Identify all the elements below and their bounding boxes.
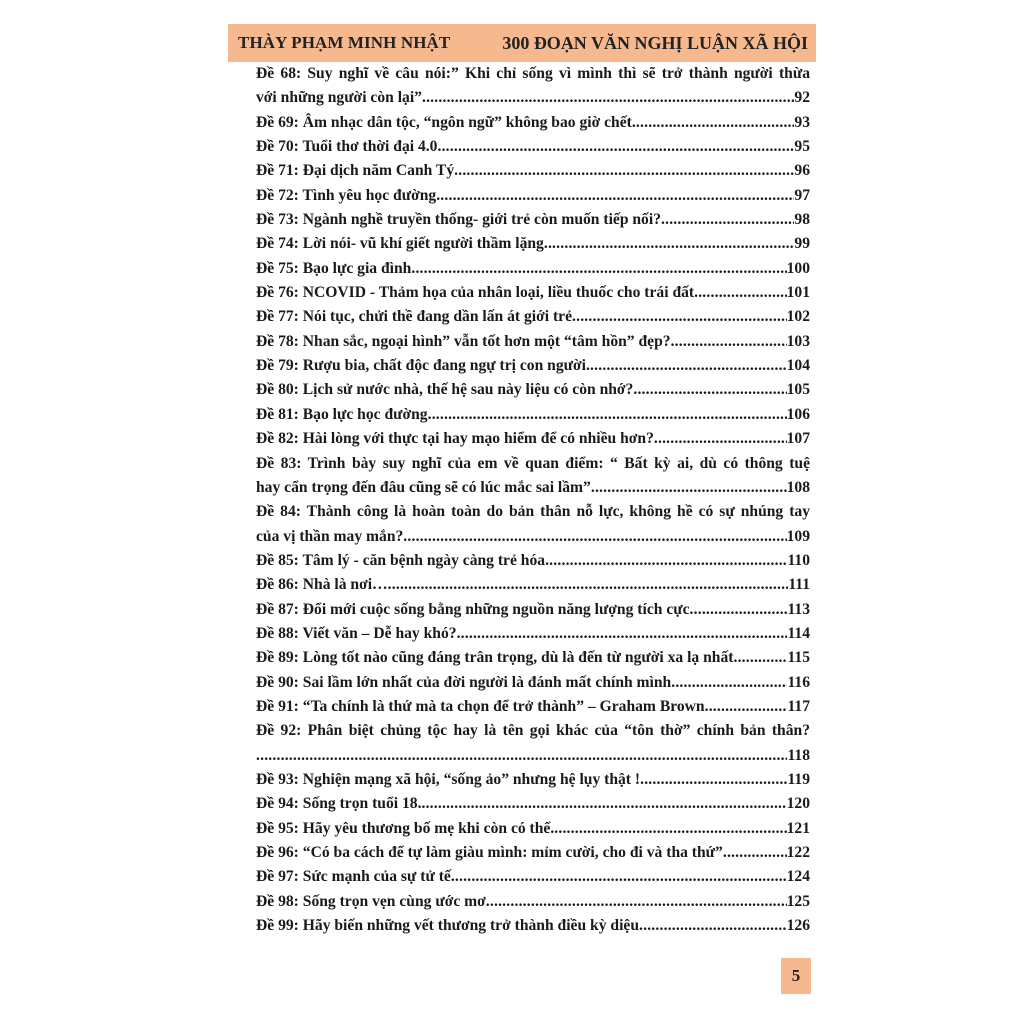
toc-entry: [256, 378, 810, 402]
toc-entry-title: Đề 76: NCOVID - Thảm họa của nhân loại, liều thuốc cho trái đất: [256, 284, 695, 302]
toc-entry-page: 113: [787, 600, 810, 618]
toc-entry-title-line1: Đề 84: Thành công là hoàn toàn do bản thân nỗ lực, không hề có sự nhúng tay: [256, 503, 810, 521]
toc-entry-page: 106: [786, 405, 810, 423]
dot-leader: [451, 865, 787, 889]
toc-entry-page: 97: [794, 186, 810, 204]
toc-entry-title: Đề 87: Đổi mới cuộc sống bằng những nguồn năng lượng tích cực: [256, 600, 690, 618]
toc-entry-title-line1: Đề 83: Trình bày suy nghĩ của em về quan điểm: “ Bất kỳ ai, dù có thông tuệ: [256, 454, 810, 472]
toc-entry-page: 120: [786, 795, 810, 813]
dot-leader: [437, 135, 794, 159]
dot-leader: [591, 476, 787, 500]
dot-leader: [388, 573, 789, 597]
toc-entry-page: 124: [786, 868, 810, 886]
toc-entry-title: Đề 99: Hãy biến những vết thương trở thành điều kỳ diệu: [256, 917, 640, 935]
toc-entry-title: Đề 75: Bạo lực gia đình: [256, 259, 412, 277]
dot-leader: [671, 671, 787, 695]
dot-leader: [422, 86, 794, 110]
toc-entry-title: Đề 81: Bạo lực học đường: [256, 405, 428, 423]
dot-leader: [639, 914, 787, 938]
toc-entry-title: Đề 72: Tình yêu học đường: [256, 186, 437, 204]
toc-entry: [256, 598, 810, 622]
toc-entry-title: Đề 94: Sống trọn tuổi 18.: [256, 795, 422, 813]
toc-entry-title: Đề 70: Tuổi thơ thời đại 4.0: [256, 138, 438, 156]
toc-entry-title: Đề 97: Sức mạnh của sự tử tế: [256, 868, 451, 886]
toc-entry-title: Đề 78: Nhan sắc, ngoại hình” vẫn tốt hơn một “tâm hồn” đẹp?: [256, 332, 671, 350]
dot-leader: [436, 184, 794, 208]
toc-entry-title-line1: Đề 92: Phân biệt chủng tộc hay là tên gọi khác của “tôn thờ” chính bản thân?: [256, 722, 810, 740]
toc-entry: [256, 695, 810, 719]
toc-entry-page: 95: [794, 138, 810, 156]
toc-entry-page: 102: [786, 308, 810, 326]
toc-entry: [256, 305, 810, 329]
toc-entry-title: Đề 90: Sai lầm lớn nhất của đời người là đánh mất chính mình: [256, 673, 672, 691]
toc-entry-title: Đề 74: Lời nói- vũ khí giết người thầm lặng: [256, 235, 544, 253]
dot-leader: [545, 549, 787, 573]
toc-entry-page: 93: [794, 113, 810, 131]
toc-entry-page: 98: [794, 211, 810, 229]
toc-entry: [256, 111, 810, 135]
toc-entry-title: Đề 82: Hài lòng với thực tại hay mạo hiểm để có nhiều hơn?: [256, 430, 654, 448]
dot-leader: [690, 598, 788, 622]
toc-entry-page: 108: [786, 478, 810, 496]
toc-entry-title: Đề 86: Nhà là nơi…: [256, 576, 388, 594]
toc-entry: [256, 719, 810, 768]
toc-entry: [256, 792, 810, 816]
toc-entry-page: 104: [786, 357, 810, 375]
toc-entry-title: Đề 91: “Ta chính là thứ mà ta chọn để trở thành” – Graham Brown: [256, 697, 705, 715]
toc-entry-page: 126: [786, 917, 810, 935]
dot-leader: [486, 890, 787, 914]
dot-leader: [661, 208, 794, 232]
toc-entry-title: với những người còn lại”: [256, 89, 422, 107]
toc-entry-page: 99: [794, 235, 810, 253]
dot-leader: [411, 257, 786, 281]
toc-entry-page: 121: [786, 819, 810, 837]
toc-entry: [256, 403, 810, 427]
toc-entry-title: Đề 88: Viết văn – Dễ hay khó?: [256, 624, 457, 642]
dot-leader: [654, 427, 787, 451]
dot-leader: [640, 768, 787, 792]
toc-entry-page: 103: [786, 332, 810, 350]
toc-entry-page: 116: [787, 673, 810, 691]
toc-entry: [256, 890, 810, 914]
toc-entry-page: 119: [787, 770, 810, 788]
dot-leader: [572, 305, 787, 329]
dot-leader: [457, 622, 788, 646]
toc-entry: [256, 646, 810, 670]
dot-leader: [723, 841, 787, 865]
toc-entry: [256, 281, 810, 305]
toc-entry: [256, 208, 810, 232]
toc-entry: [256, 184, 810, 208]
toc-entry-title: Đề 95: Hãy yêu thương bố mẹ khi còn có thể.: [256, 819, 555, 837]
toc-entry-page: 96: [794, 162, 810, 180]
toc-entry-title: của vị thần may mắn?: [256, 527, 404, 545]
dot-leader: [554, 817, 786, 841]
dot-leader: [671, 330, 787, 354]
toc-entry-page: 118: [787, 746, 810, 764]
toc-entry-title: Đề 96: “Có ba cách để tự làm giàu mình: mỉm cười, cho đi và tha thứ”: [256, 844, 723, 861]
toc-entry-page: 115: [787, 649, 810, 667]
dot-leader: [403, 525, 786, 549]
toc-entry-title: Đề 77: Nói tục, chửi thề đang dần lấn át giới trẻ: [256, 308, 573, 326]
toc-entry-page: 114: [787, 624, 810, 642]
dot-leader: [586, 354, 787, 378]
dot-leader: [454, 159, 794, 183]
toc-entry: [256, 549, 810, 573]
toc-entry-title: Đề 80: Lịch sử nước nhà, thế hệ sau này liệu có còn nhớ?: [256, 381, 634, 399]
toc-entry: [256, 62, 810, 111]
toc-entry: [256, 622, 810, 646]
dot-leader: [694, 281, 787, 305]
toc-entry-page: 105: [786, 381, 810, 399]
toc-entry-title: Đề 79: Rượu bia, chất độc đang ngự trị con người: [256, 357, 586, 375]
toc-entry: [256, 232, 810, 256]
toc-entry-page: 122: [786, 844, 810, 861]
toc-entry-title: hay cẩn trọng đến đâu cũng sẽ có lúc mắc sai lầm”: [256, 478, 591, 496]
toc-entry: [256, 865, 810, 889]
toc-entry-page: 101: [786, 284, 810, 302]
dot-leader: [632, 111, 795, 135]
toc-entry-page: 109: [786, 527, 810, 545]
toc-entry-title-line1: Đề 68: Suy nghĩ về câu nói:” Khi chỉ sống vì mình thì sẽ trở thành người thừa: [256, 65, 810, 82]
toc-entry: [256, 841, 810, 865]
toc-entry-page: 125: [786, 892, 810, 910]
toc-entry: [256, 452, 810, 501]
toc-entry-title: Đề 69: Âm nhạc dân tộc, “ngôn ngữ” không bao giờ chết: [256, 113, 632, 131]
toc-entry: [256, 354, 810, 378]
toc-entry-title: Đề 71: Đại dịch năm Canh Tý: [256, 162, 455, 180]
toc-entry-title: Đề 93: Nghiện mạng xã hội, “sống ảo” nhưng hệ lụy thật !: [256, 770, 641, 788]
toc-entry: [256, 914, 810, 938]
toc-entry: [256, 768, 810, 792]
toc-entry-page: 107: [786, 430, 810, 448]
dot-leader: [428, 403, 787, 427]
toc-entry-page: 92: [794, 89, 810, 107]
toc-entry-page: 110: [787, 551, 810, 569]
toc-entry: [256, 671, 810, 695]
toc-entry-title: Đề 98: Sống trọn vẹn cùng ước mơ: [256, 892, 486, 910]
table-of-contents: [256, 62, 810, 938]
toc-entry-title: Đề 85: Tâm lý - căn bệnh ngày càng trẻ hóa: [256, 551, 546, 569]
toc-entry: [256, 573, 810, 597]
page-number: 5: [781, 958, 811, 994]
header-book-title: 300 ĐOẠN VĂN NGHỊ LUẬN XÃ HỘI: [502, 32, 808, 53]
toc-entry: [256, 135, 810, 159]
dot-leader: [421, 792, 786, 816]
dot-leader: [544, 232, 795, 256]
toc-entry-page: 100: [786, 259, 810, 277]
dot-leader: [633, 378, 786, 402]
dot-leader: [733, 646, 787, 670]
toc-entry: [256, 257, 810, 281]
toc-entry: [256, 427, 810, 451]
toc-entry-page: 111: [788, 576, 810, 594]
toc-entry: [256, 500, 810, 549]
toc-entry-title: Đề 89: Lòng tốt nào cũng đáng trân trọng, dù là đến từ người xa lạ nhất: [256, 649, 734, 667]
toc-entry: [256, 330, 810, 354]
page-header: [228, 24, 816, 62]
dot-leader: [256, 744, 787, 768]
header-author: THÀY PHẠM MINH NHẬT: [238, 33, 451, 52]
dot-leader: [705, 695, 788, 719]
toc-entry-page: 117: [787, 697, 810, 715]
toc-entry-title: Đề 73: Ngành nghề truyền thống- giới trẻ còn muốn tiếp nối?: [256, 211, 661, 229]
toc-entry: [256, 817, 810, 841]
toc-entry: [256, 159, 810, 183]
